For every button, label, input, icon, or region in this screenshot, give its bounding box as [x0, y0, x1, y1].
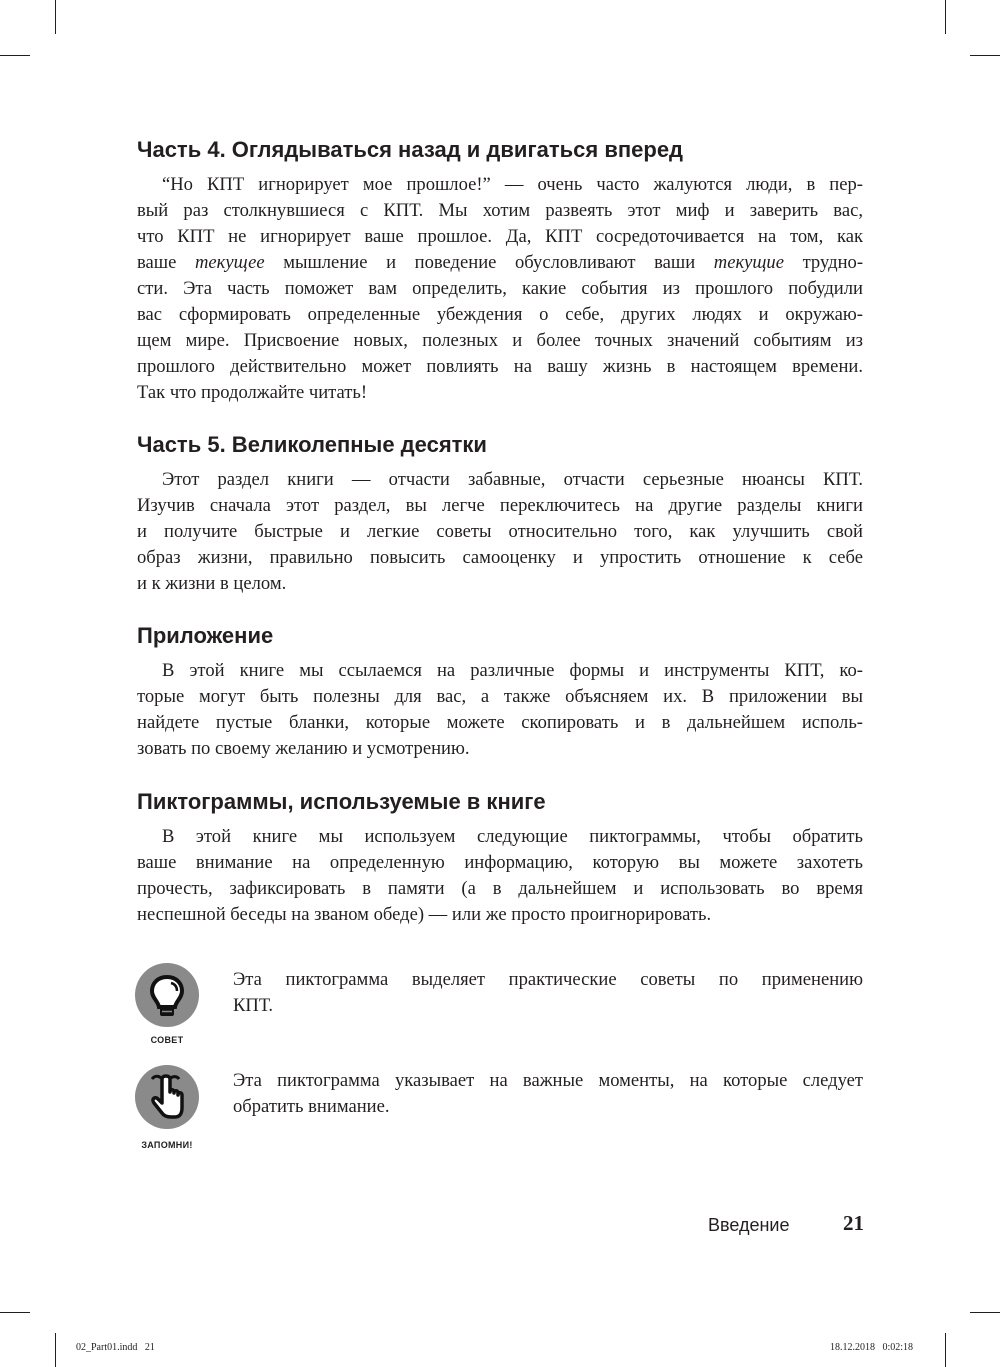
crop-mark [55, 1333, 56, 1367]
text-line: В этой книге мы ссылаемся на различные формы и инструменты КПТ, ко- [162, 660, 863, 681]
section-paragraph [137, 467, 863, 597]
text-line: КПТ. [233, 995, 273, 1016]
text-line: вас сформировать определенные убеждения о себе, других людях и окружаю- [137, 304, 863, 325]
text-line: Этот раздел книги — отчасти забавные, отчасти серьезные нюансы КПТ. [162, 469, 863, 490]
text-line: и получите быстрые и легкие советы относительно того, как улучшить свой [137, 521, 863, 542]
text-line: Эта пиктограмма выделяет практические советы по применению [233, 969, 863, 990]
crop-mark [945, 1333, 946, 1367]
text-line: ваше внимание на определенную информацию, которую вы можете захотеть [137, 852, 863, 873]
crop-mark [970, 55, 1000, 56]
pointing-hand-icon [135, 1065, 199, 1129]
text-line: образ жизни, правильно повысить самооценку и упростить отношение к себе [137, 547, 863, 568]
emphasis: текущие [713, 252, 784, 273]
text-line: зовать по своему желанию и усмотрению. [137, 738, 470, 759]
lightbulb-icon [135, 963, 199, 1027]
icon-label: ЗАПОМНИ! [141, 1140, 193, 1150]
crop-mark [0, 1312, 30, 1313]
crop-mark [970, 1312, 1000, 1313]
emphasis: текущее [194, 252, 265, 273]
crop-mark [945, 0, 946, 34]
section-heading: Часть 5. Великолепные десятки [137, 432, 487, 457]
text-segment: трудно- [783, 252, 864, 273]
icon-description [233, 1068, 863, 1120]
section-heading: Часть 4. Оглядываться назад и двигаться вперед [137, 137, 684, 162]
section-paragraph [137, 658, 863, 762]
text-line: Изучив сначала этот раздел, вы легче переключитесь на другие разделы книги [137, 495, 863, 516]
text-line: В этой книге мы используем следующие пиктограммы, чтобы обратить [162, 826, 863, 847]
slug-datetime: 18.12.2018 0:02:18 [830, 1342, 914, 1353]
icon-label: СОВЕТ [150, 1035, 184, 1045]
text-line: найдете пустые бланки, которые можете скопировать и в дальнейшем исполь- [137, 712, 863, 733]
text-line: неспешной беседы на званом обеде) — или же просто проигнорировать. [137, 904, 712, 925]
section-heading: Приложение [137, 623, 274, 648]
text-line: обратить внимание. [233, 1096, 390, 1117]
text-line: прочесть, зафиксировать в памяти (а в дальнейшем и использовать во время [137, 878, 863, 899]
section-paragraph [137, 824, 863, 928]
section-heading: Пиктограммы, используемые в книге [137, 789, 546, 814]
text-line: щем мире. Присвоение новых, полезных и более точных значений событиям из [137, 330, 863, 351]
text-line: сти. Эта часть поможет вам определить, какие события из прошлого побудили [137, 278, 863, 299]
crop-mark [55, 0, 56, 34]
text-segment: ваше [137, 252, 195, 273]
running-footer-section: Введение [708, 1215, 790, 1235]
section-paragraph [137, 172, 863, 406]
text-line: Эта пиктограмма указывает на важные моменты, на которые следует [233, 1070, 863, 1091]
text-line: “Но КПТ игнорирует мое прошлое!” — очень часто жалуются люди, в пер- [162, 174, 863, 195]
text-line: торые могут быть полезны для вас, а также объясняем их. В приложении вы [137, 686, 863, 707]
text-line: и к жизни в целом. [137, 573, 287, 594]
text-line: что КПТ не игнорирует ваше прошлое. Да, КПТ сосредоточивается на том, как [137, 226, 863, 247]
text-line: вый раз столкнувшиеся с КПТ. Мы хотим развеять этот миф и заверить вас, [137, 200, 863, 221]
page-number: 21 [843, 1211, 864, 1235]
icon-description [233, 967, 863, 1019]
slug-file: 02_Part01.indd 21 [76, 1342, 155, 1353]
text-line: Так что продолжайте читать! [137, 382, 368, 403]
text-segment: мышление и поведение обусловливают ваши [264, 252, 714, 273]
text-line: прошлого действительно может повлиять на вашу жизнь в настоящем времени. [137, 356, 863, 377]
text-line [137, 250, 863, 276]
crop-mark [0, 55, 30, 56]
